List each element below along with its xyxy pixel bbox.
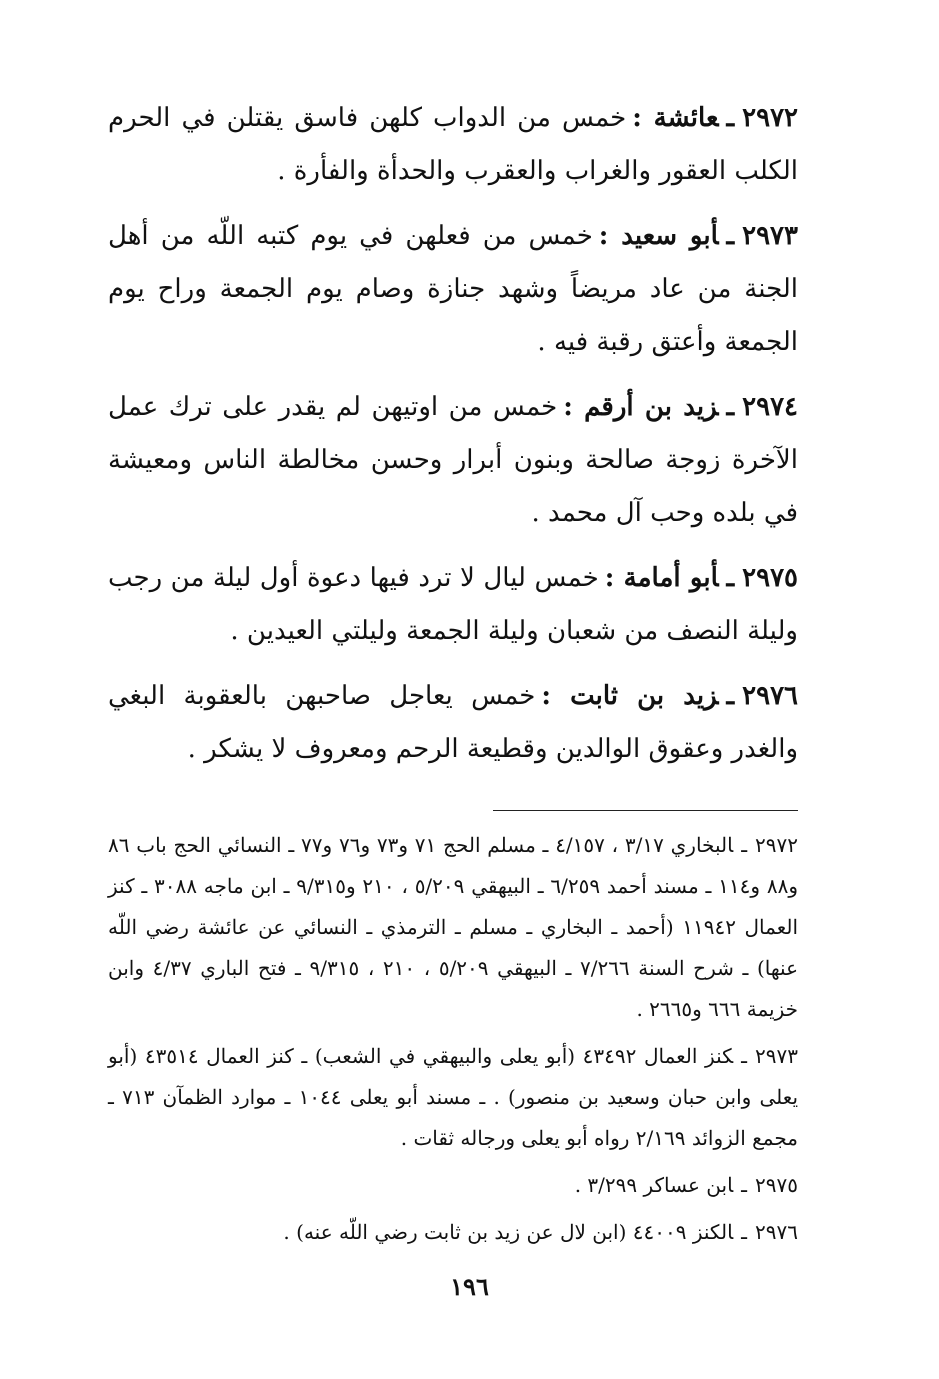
hadith-text: خمس من فعلهن في يوم كتبه اللّه من أهل الجنة من عاد مريضاً وشهد جنازة وصام يوم الجمعة وراح يوم الجمعة وأعتق رقبة فيه . bbox=[108, 221, 798, 357]
page-number: ١٩٦ bbox=[450, 1272, 489, 1301]
hadith-heading bbox=[599, 563, 798, 593]
hadith-text: خمس يعاجل صاحبهن بالعقوبة البغي والغدر وعقوق الوالدين وقطيعة الرحم ومعروف لا يشكر . bbox=[108, 681, 798, 764]
hadith-text: خمس من الدواب كلهن فاسق يقتلن في الحرم الكلب العقور والغراب والعقرب والحدأة والفأرة . bbox=[108, 103, 798, 186]
narrator-name: أبو سعيد : bbox=[598, 221, 719, 251]
footnote-number: ٢٩٧٥ bbox=[755, 1173, 798, 1197]
hadith-heading bbox=[626, 103, 798, 133]
narrator-name: زيد بن ثابت : bbox=[541, 681, 719, 711]
footnotes bbox=[108, 825, 798, 1253]
hadith-number: ٢٩٧٢ bbox=[742, 103, 798, 133]
hadith-list bbox=[108, 92, 798, 776]
hadith-dash: ـ bbox=[726, 681, 735, 711]
page-body bbox=[108, 92, 798, 1259]
footnote-text: كنز العمال ٤٣٤٩٢ (أبو يعلى والبيهقي في الشعب) ـ كنز العمال ٤٣٥١٤ (أبو يعلى وابن حبان وسعيد بن منصور) . ـ مسند أبو يعلى ١٠٤٤ ـ موارد الظمآن ٧١٣ ـ مجمع الزوائد ٢/١٦٩ رواه أبو يعلى ورجاله ثقات . bbox=[108, 1044, 799, 1150]
footnote-dash: ـ bbox=[741, 1173, 748, 1197]
narrator-name: زيد بن أرقم : bbox=[563, 392, 719, 422]
footnote-text: الكنز ٤٤٠٠٩ (ابن لال عن زيد بن ثابت رضي اللّه عنه) . bbox=[283, 1220, 734, 1244]
footnote-number: ٢٩٧٦ bbox=[755, 1220, 798, 1244]
hadith-dash: ـ bbox=[726, 221, 735, 251]
hadith-text: خمس ليال لا ترد فيها دعوة أول ليلة من رجب وليلة النصف من شعبان وليلة الجمعة وليلتي العيدين . bbox=[108, 563, 798, 646]
hadith-heading bbox=[535, 681, 798, 711]
hadith-text: خمس من اوتيهن لم يقدر على ترك عمل الآخرة زوجة صالحة وبنون أبرار وحسن مخالطة الناس ومعيشة في بلده وحب آل محمد . bbox=[108, 392, 798, 528]
hadith-heading bbox=[557, 392, 798, 422]
hadith-entry-2974 bbox=[108, 381, 798, 540]
footnote-divider bbox=[493, 810, 798, 811]
narrator-name: عائشة : bbox=[632, 103, 719, 133]
hadith-number: ٢٩٧٤ bbox=[742, 392, 798, 422]
hadith-entry-2975 bbox=[108, 552, 798, 658]
hadith-number: ٢٩٧٥ bbox=[742, 563, 799, 593]
hadith-number: ٢٩٧٣ bbox=[742, 221, 798, 251]
footnote-number: ٢٩٧٣ bbox=[755, 1044, 798, 1068]
narrator-name: أبو أمامة : bbox=[604, 563, 719, 593]
hadith-dash: ـ bbox=[726, 563, 735, 593]
footnote-2972 bbox=[108, 825, 798, 1030]
hadith-entry-2972 bbox=[108, 92, 798, 198]
footnote-number: ٢٩٧٢ bbox=[755, 833, 799, 857]
hadith-entry-2973 bbox=[108, 210, 798, 369]
footnote-dash: ـ bbox=[741, 833, 748, 857]
hadith-entry-2976 bbox=[108, 670, 798, 776]
footnote-text: ابن عساكر ٣/٢٩٩ . bbox=[574, 1173, 734, 1197]
footnote-2975 bbox=[108, 1165, 798, 1206]
footnote-dash: ـ bbox=[741, 1220, 748, 1244]
footnote-2973 bbox=[108, 1036, 798, 1159]
footnote-2976 bbox=[108, 1212, 798, 1253]
footnote-dash: ـ bbox=[741, 1044, 748, 1068]
hadith-dash: ـ bbox=[726, 392, 735, 422]
hadith-heading bbox=[593, 221, 798, 251]
footnote-text: البخاري ٣/١٧ ، ٤/١٥٧ ـ مسلم الحج ٧١ و٧٣ و٧٦ و٧٧ ـ النسائي الحج باب ٨٦ و٨٨ و١١٤ ـ مسند أحمد ٦/٢٥٩ ـ البيهقي ٥/٢٠٩ ، ٢١٠ و٩/٣١٥ ـ ابن ماجه ٣٠٨٨ ـ كنز العمال ١١٩٤٢ (أحمد ـ البخاري ـ مسلم ـ الترمذي ـ النسائي عن عائشة رضي اللّه عنها) ـ شرح السنة ٧/٢٦٦ ـ البيهقي ٥/٢٠٩ ، ٢١٠ ، ٩/٣١٥ ـ فتح الباري ٤/٣٧ وابن خزيمة ٦٦٦ و٢٦٦٥ . bbox=[108, 833, 799, 1021]
hadith-number: ٢٩٧٦ bbox=[742, 681, 799, 711]
hadith-dash: ـ bbox=[726, 103, 735, 133]
